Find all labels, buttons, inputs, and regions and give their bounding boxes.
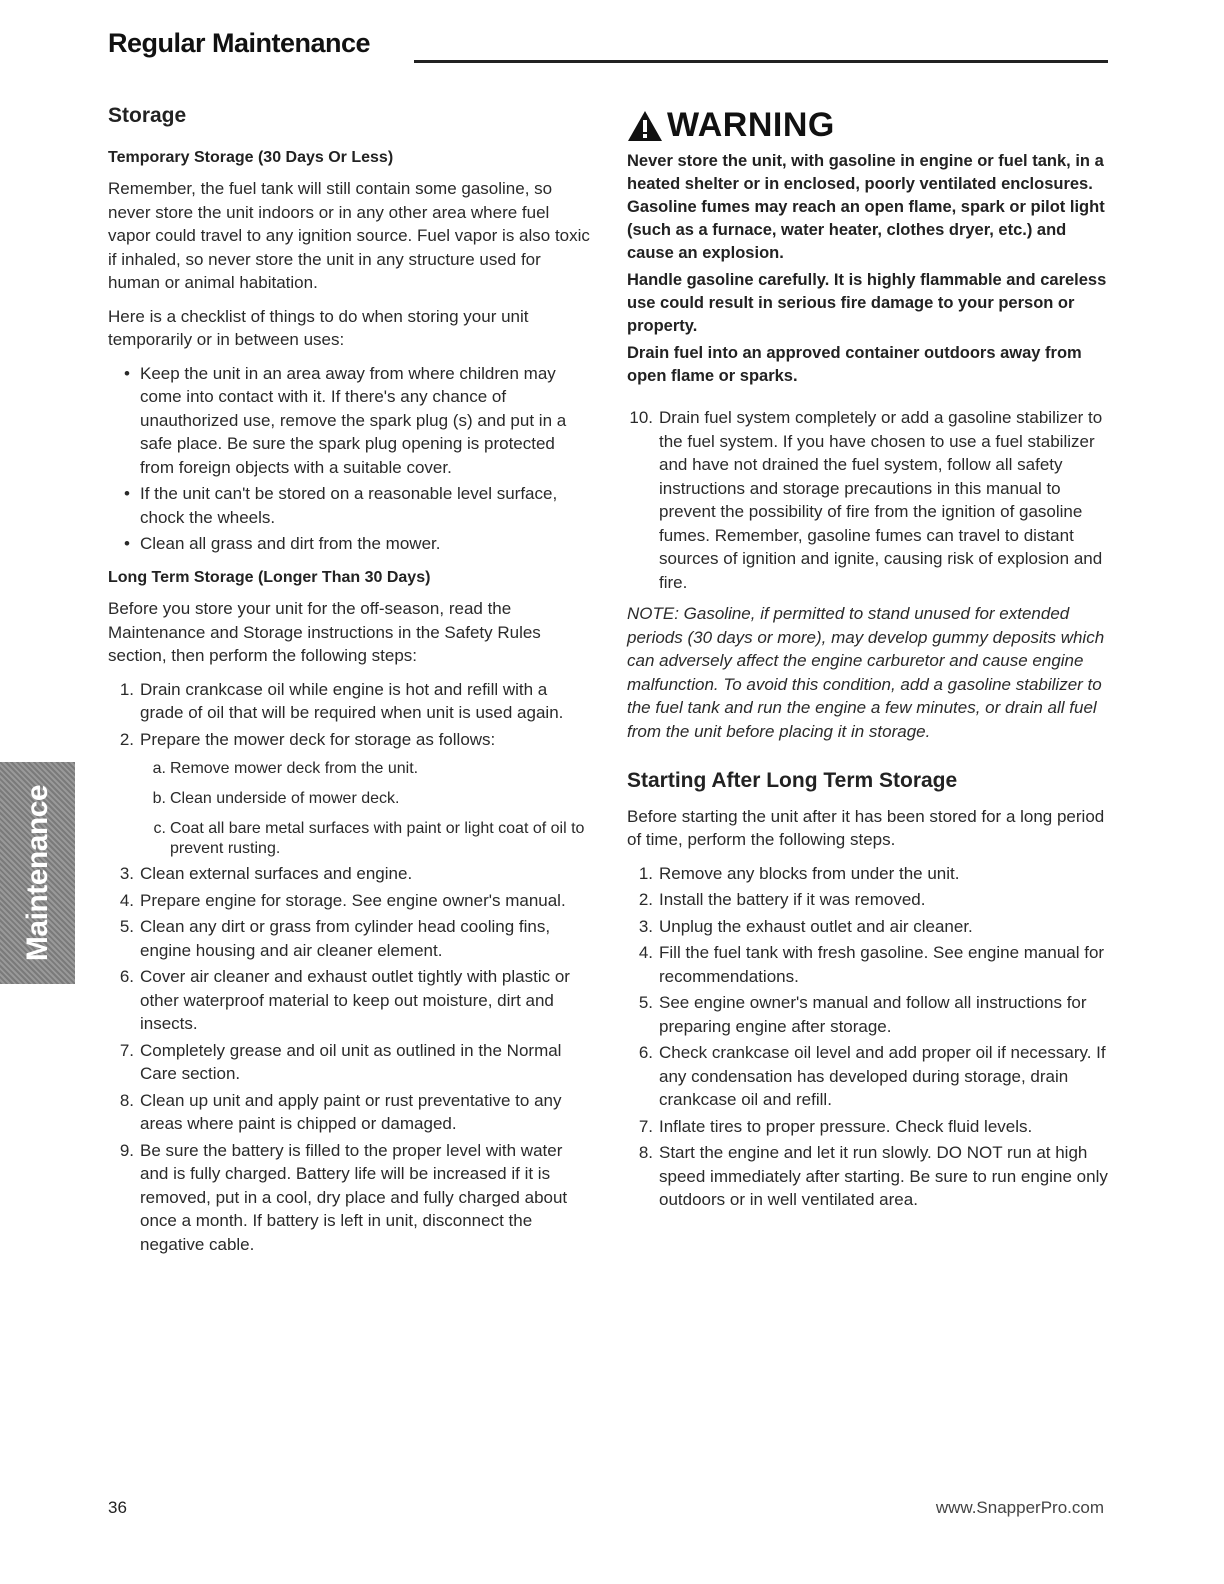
list-item: • Keep the unit in an area away from where children may come into contact with it. If there's any chance of unauthorized use, remove the spark plug (s) and put in a safe place. Be sure the spark plug opening is protected from foreign objects with a suitable cover. bbox=[124, 363, 567, 477]
list-item: 6. Check crankcase oil level and add proper oil if necessary. If any condensation has developed during storage, drain crankcase oil and refill. bbox=[638, 1043, 1106, 1109]
temporary-storage-heading: Temporary Storage (30 Days Or Less) bbox=[108, 148, 394, 166]
list-item: a. Remove mower deck from the unit. bbox=[152, 760, 419, 777]
temporary-storage-checklist-intro: Here is a checklist of things to do when storing your unit temporarily or in between uses: bbox=[108, 306, 529, 349]
page-header bbox=[108, 28, 1108, 68]
section-side-tab bbox=[0, 762, 75, 984]
list-item: 4. Fill the fuel tank with fresh gasoline. See engine manual for recommendations. bbox=[638, 943, 1105, 986]
bullet-icon: • bbox=[124, 534, 130, 553]
list-item: • Clean all grass and dirt from the mower. bbox=[120, 532, 593, 556]
bullet-icon: • bbox=[124, 484, 130, 503]
warning-text: Never store the unit, with gasoline in engine or fuel tank, in a heated shelter or in enclosed, poorly ventilated enclosures. Gasoline fumes may reach an open flame, spark or pilot light (such as a furnace, water heater, clothes dryer, etc.) and cause an explosion. bbox=[627, 152, 1105, 262]
long-term-storage-heading: Long Term Storage (Longer Than 30 Days) bbox=[108, 568, 431, 586]
list-item: 10. Drain fuel system completely or add a gasoline stabilizer to the fuel system. If you have chosen to use a fuel stabilizer and have not drained the fuel system, follow all safety instructions and storage precautions in this manual to prevent the possibility of fire from the ignition of gasoline fumes. Remember, gasoline fumes can travel to distant sources of ignition and ignite, causing risk of explosion and fire. bbox=[629, 408, 1103, 592]
list-item: 7. Completely grease and oil unit as outlined in the Normal Care section. bbox=[119, 1040, 562, 1083]
warning-header bbox=[627, 106, 1112, 145]
warning-text: Handle gasoline carefully. It is highly flammable and careless use could result in serious fire damage to your person or property. bbox=[627, 271, 1107, 335]
long-term-storage-intro: Before you store your unit for the off-season, read the Maintenance and Storage instructions in the Safety Rules section, then perform the following steps: bbox=[108, 599, 541, 665]
warning-label: WARNING bbox=[667, 106, 835, 145]
temporary-storage-checklist bbox=[108, 362, 593, 556]
bullet-icon: • bbox=[124, 363, 130, 383]
list-item: 8. Clean up unit and apply paint or rust preventative to any areas where paint is chipped or damaged. bbox=[119, 1090, 562, 1133]
footer-url: www.SnapperPro.com bbox=[935, 1498, 1104, 1517]
mower-deck-substeps bbox=[140, 759, 593, 859]
list-item: 6. Cover air cleaner and exhaust outlet tightly with plastic or other waterproof material to keep out moisture, dirt and insects. bbox=[119, 967, 570, 1033]
warning-text: Drain fuel into an approved container outdoors away from open flame or sparks. bbox=[627, 344, 1082, 385]
page-title: Regular Maintenance bbox=[108, 28, 371, 58]
starting-after-storage-heading: Starting After Long Term Storage bbox=[627, 769, 958, 792]
page-number: 36 bbox=[108, 1498, 127, 1517]
list-item: 7. Inflate tires to proper pressure. Check fluid levels. bbox=[638, 1116, 1033, 1136]
list-item: 4. Prepare engine for storage. See engine owner's manual. bbox=[119, 890, 566, 910]
list-item: b. Clean underside of mower deck. bbox=[152, 790, 400, 807]
starting-after-storage-steps bbox=[627, 862, 1112, 1212]
side-tab-label: Maintenance bbox=[20, 784, 54, 962]
right-column bbox=[627, 104, 1112, 1215]
list-item: 2. Prepare the mower deck for storage as follows: a. Remove mower deck from the unit. b. Clean underside of mower deck. c. Coat all bare metal surfaces with paint or light coat of oil to prevent rusting. bbox=[108, 728, 593, 860]
storage-note: NOTE: Gasoline, if permitted to stand unused for extended periods (30 days or more), may develop gummy deposits which can adversely affect the engine carburetor and cause engine malfunction. To avoid this condition, add a gasoline stabilizer to the fuel tank and run the engine a few minutes, or drain all fuel from the unit before placing it in storage. bbox=[627, 604, 1105, 741]
long-term-storage-steps-continued bbox=[627, 406, 1112, 594]
list-item: 5. See engine owner's manual and follow all instructions for preparing engine after storage. bbox=[638, 993, 1087, 1036]
list-item: 1. Remove any blocks from under the unit. bbox=[638, 863, 960, 883]
list-item: 2. Install the battery if it was removed. bbox=[638, 890, 926, 909]
list-item: 5. Clean any dirt or grass from cylinder head cooling fins, engine housing and air cleaner element. bbox=[119, 917, 551, 960]
warning-triangle-icon bbox=[627, 110, 663, 142]
storage-heading: Storage bbox=[108, 104, 187, 127]
list-item: 3. Clean external surfaces and engine. bbox=[119, 864, 413, 883]
list-item: • If the unit can't be stored on a reasonable level surface, chock the wheels. bbox=[124, 484, 558, 527]
header-rule bbox=[414, 60, 1108, 63]
list-item: 8. Start the engine and let it run slowly. DO NOT run at high speed immediately after starting. Be sure to run engine only outdoors or in well ventilated area. bbox=[638, 1143, 1108, 1209]
list-item: c. Coat all bare metal surfaces with paint or light coat of oil to prevent rusting. bbox=[153, 820, 585, 857]
list-item: 1. Drain crankcase oil while engine is hot and refill with a grade of oil that will be required when unit is used again. bbox=[119, 679, 564, 722]
starting-after-storage-intro: Before starting the unit after it has been stored for a long period of time, perform the following steps. bbox=[627, 806, 1105, 849]
long-term-storage-steps bbox=[108, 678, 593, 1257]
list-item: 9. Be sure the battery is filled to the proper level with water and is fully charged. Battery life will be increased if it is removed, put in a cool, dry place and fully charged about once a month. If battery is left in unit, disconnect the negative cable. bbox=[119, 1140, 568, 1254]
left-column bbox=[108, 104, 593, 1259]
list-item: 3. Unplug the exhaust outlet and air cleaner. bbox=[638, 916, 973, 936]
temporary-storage-intro: Remember, the fuel tank will still contain some gasoline, so never store the unit indoors or in any other area where fuel vapor could travel to any ignition source. Fuel vapor is also toxic if inhaled, so never store the unit in any structure used for human or animal habitation. bbox=[108, 179, 590, 292]
